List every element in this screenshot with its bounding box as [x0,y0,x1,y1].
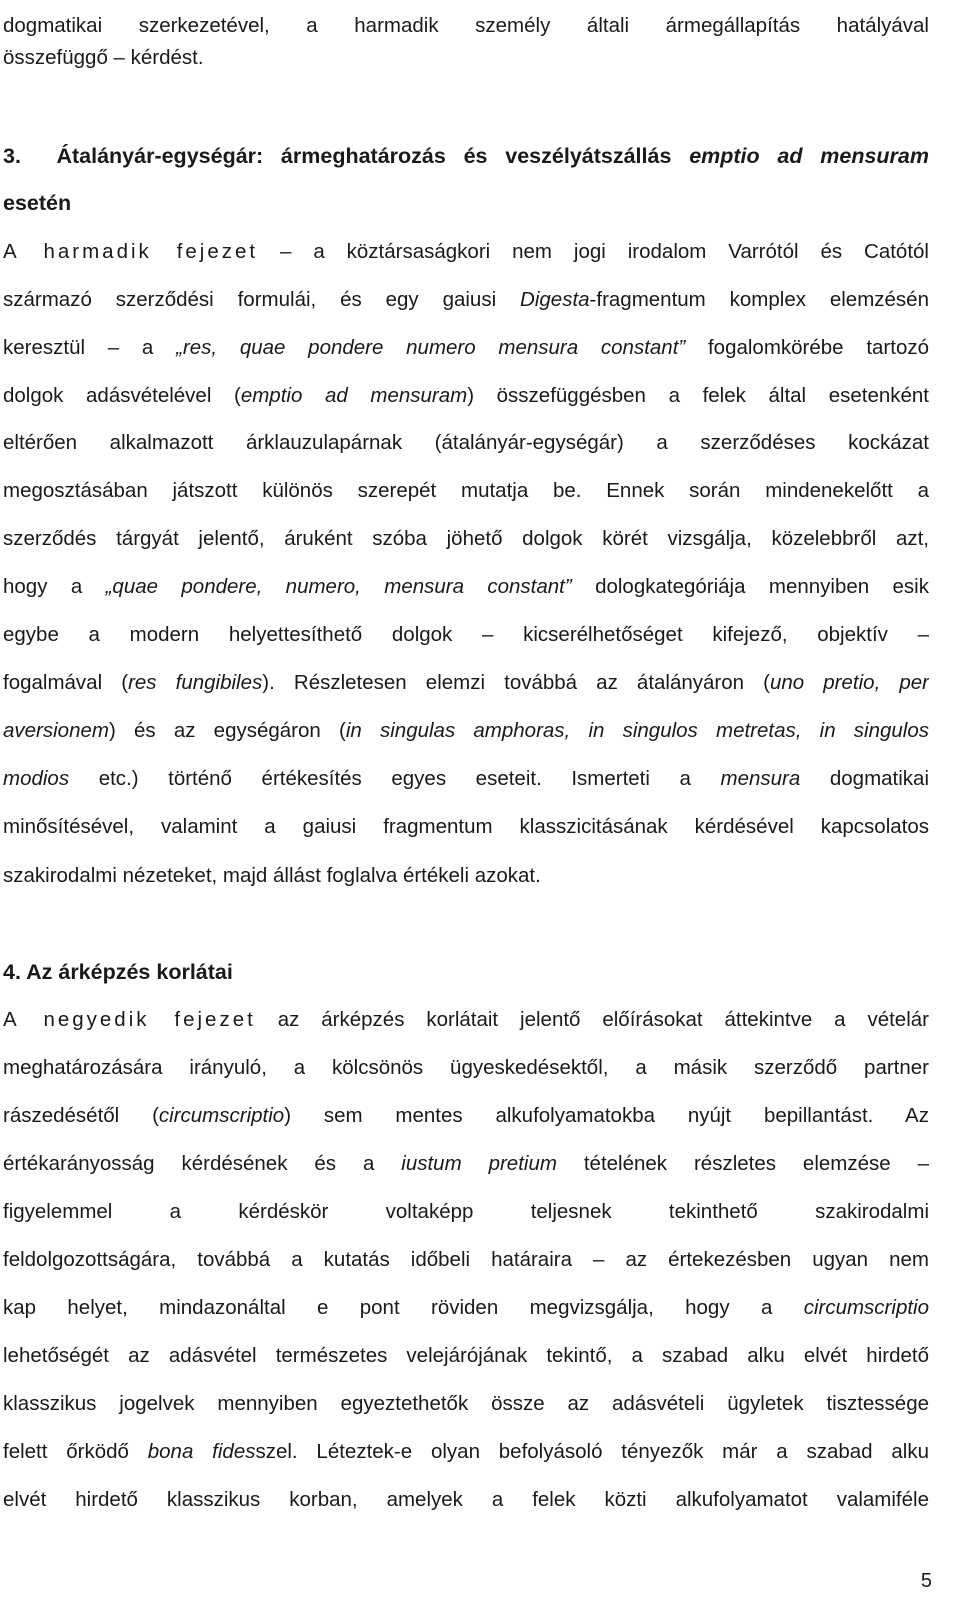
text-line: meghatározására irányuló, a kölcsönös ügyeskedésektől, a másik szerződő partner [3,1056,929,1079]
text-line: dogmatikai szerkezetével, a harmadik személy általi ármegállapítás hatályával [3,14,929,37]
text-line: A negyedik fejezet az árképzés korlátait jelentő előírásokat áttekintve a vételár [3,1008,929,1031]
text-line: keresztül – a „res, quae pondere numero mensura constant” fogalomkörébe tartozó [3,336,929,359]
text-line: feldolgozottságára, továbbá a kutatás időbeli határaira – az értekezésben ugyan nem [3,1248,929,1271]
text-line: minősítésével, valamint a gaiusi fragmentum klasszicitásának kérdésével kapcsolatos [3,815,929,838]
text-line: elvét hirdető klasszikus korban, amelyek a felek közti alkufolyamatot valamiféle [3,1488,929,1511]
page-number: 5 [920,1570,932,1592]
text-line: kap helyet, mindazonáltal e pont röviden megvizsgálja, hogy a circumscriptio [3,1296,929,1319]
text-line: klasszikus jogelvek mennyiben egyeztethetők össze az adásvételi ügyletek tisztessége [3,1392,929,1415]
text-line: aversionem) és az egységáron (in singulas amphoras, in singulos metretas, in singulos [3,719,929,742]
text-line: modios etc.) történő értékesítés egyes eseteit. Ismerteti a mensura dogmatikai [3,767,929,790]
text-line: A harmadik fejezet – a köztársaságkori nem jogi irodalom Varrótól és Catótól [3,240,929,263]
text-line: eltérően alkalmazott árklauzulapárnak (átalányár-egységár) a szerződéses kockázat [3,431,929,454]
text-line: egybe a modern helyettesíthető dolgok – kicserélhetőséget kifejező, objektív – [3,623,929,646]
section-heading-3: 3. Átalányár-egységár: ármeghatározás és veszélyátszállás emptio ad mensuram [3,144,929,168]
text-line: szakirodalmi nézeteket, majd állást foglalva értékeli azokat. [3,864,541,887]
text-line: figyelemmel a kérdéskör voltaképp teljesnek tekinthető szakirodalmi [3,1200,929,1223]
text-line: hogy a „quae pondere, numero, mensura constant” dologkategóriája mennyiben esik [3,575,929,598]
text-line: értékarányosság kérdésének és a iustum pretium tételének részletes elemzése – [3,1152,929,1175]
text-line: dolgok adásvételével (emptio ad mensuram) összefüggésben a felek által esetenként [3,384,929,407]
text-line: megosztásában játszott különös szerepét mutatja be. Ennek során mindenekelőtt a [3,479,929,502]
text-line: összefüggő – kérdést. [3,46,204,69]
text-line: felett őrködő bona fidesszel. Léteztek-e olyan befolyásoló tényezők már a szabad alku [3,1440,929,1463]
text-line: szerződés tárgyát jelentő, áruként szóba jöhető dolgok körét vizsgálja, közelebbről azt, [3,527,929,550]
text-line: származó szerződési formulái, és egy gaiusi Digesta-fragmentum komplex elemzésén [3,288,929,311]
section-heading-3-cont: esetén [3,191,72,215]
section-heading-4: 4. Az árképzés korlátai [3,960,233,984]
text-line: fogalmával (res fungibiles). Részletesen elemzi továbbá az átalányáron (uno pretio, per [3,671,929,694]
text-line: rászedésétől (circumscriptio) sem mentes alkufolyamatokba nyújt bepillantást. Az [3,1104,929,1127]
text-line: lehetőségét az adásvétel természetes velejárójának tekintő, a szabad alku elvét hirdető [3,1344,929,1367]
